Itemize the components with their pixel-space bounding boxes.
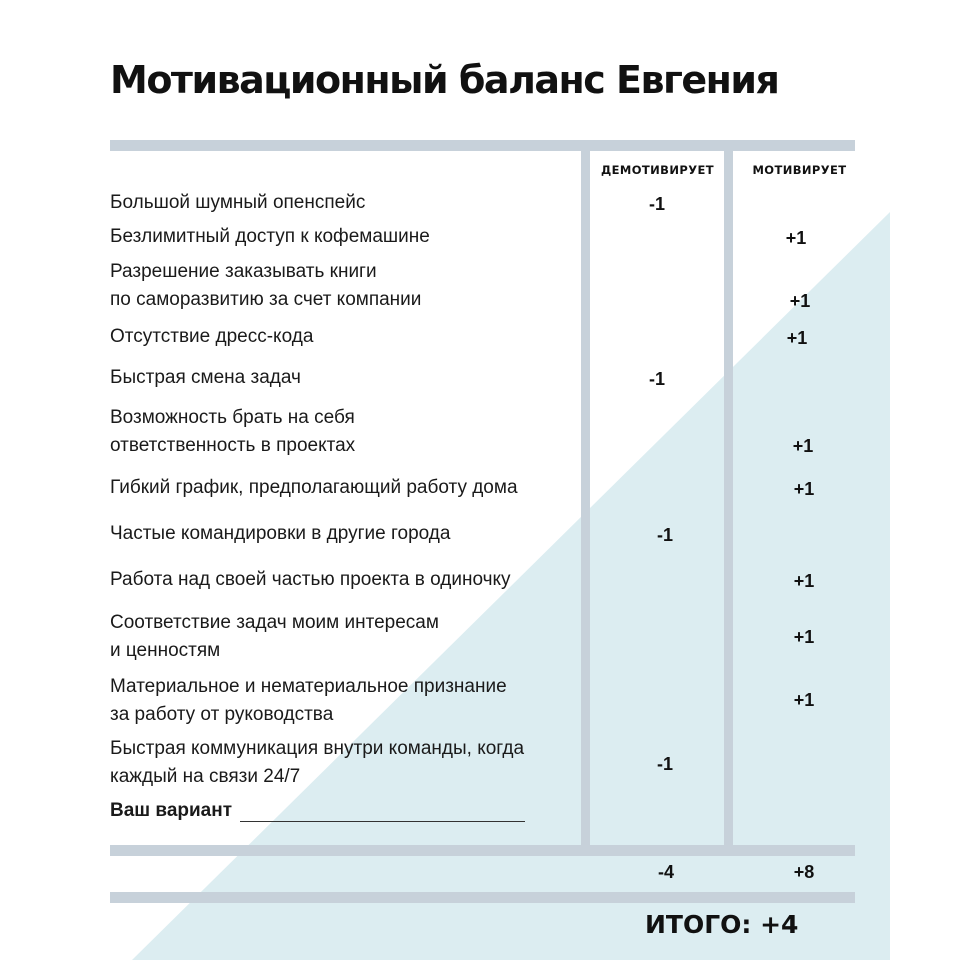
grand-total: ИТОГО: +4 (645, 910, 799, 939)
custom-option-blank-line (240, 801, 525, 822)
totals-divider-top (110, 845, 855, 856)
motivate-value: +1 (793, 627, 815, 647)
column-divider-left (581, 150, 590, 846)
demotivate-value: -1 (656, 754, 673, 774)
row-text: Соответствие задач моим интересам и ценностям (110, 612, 439, 661)
motivate-value: +1 (793, 479, 815, 499)
row-text: Отсутствие дресс-кода (110, 326, 314, 347)
row-text: Материальное и нематериальное признание за работу от руководства (110, 676, 507, 725)
column-divider-right (724, 150, 733, 846)
row-text: Возможность брать на себя ответственность в проектах (110, 407, 356, 456)
column-header-demotivates: ДЕМОТИВИРУЕТ (601, 163, 714, 177)
custom-option-label: Ваш вариант (110, 800, 233, 821)
motivate-value: +1 (785, 228, 807, 248)
custom-option-field[interactable] (110, 800, 525, 822)
row-text: Работа над своей частью проекта в одиночку (110, 569, 511, 590)
motivate-value: +1 (793, 571, 815, 591)
column-header-motivates: МОТИВИРУЕТ (752, 163, 847, 177)
motivate-value: +1 (789, 291, 811, 311)
total-demotivate: -4 (657, 862, 674, 882)
demotivate-value: -1 (648, 369, 665, 389)
motivate-value: +1 (786, 328, 808, 348)
top-divider (110, 140, 855, 151)
row-text: Разрешение заказывать книги по саморазвитию за счет компании (110, 261, 422, 310)
demotivate-value: -1 (656, 525, 673, 545)
row-text: Быстрая коммуникация внутри команды, когда каждый на связи 24/7 (110, 738, 525, 787)
row-text: Безлимитный доступ к кофемашине (110, 226, 430, 247)
page-title: Мотивационный баланс Евгения (110, 58, 779, 102)
row-text: Быстрая смена задач (110, 367, 301, 388)
row-text: Частые командировки в другие города (110, 523, 451, 544)
total-motivate: +8 (793, 862, 815, 882)
motivate-value: +1 (792, 436, 814, 456)
row-text: Большой шумный опенспейс (110, 192, 366, 213)
totals-divider-bottom (110, 892, 855, 903)
row-text: Гибкий график, предполагающий работу дома (110, 477, 518, 498)
demotivate-value: -1 (648, 194, 665, 214)
motivate-value: +1 (793, 690, 815, 710)
